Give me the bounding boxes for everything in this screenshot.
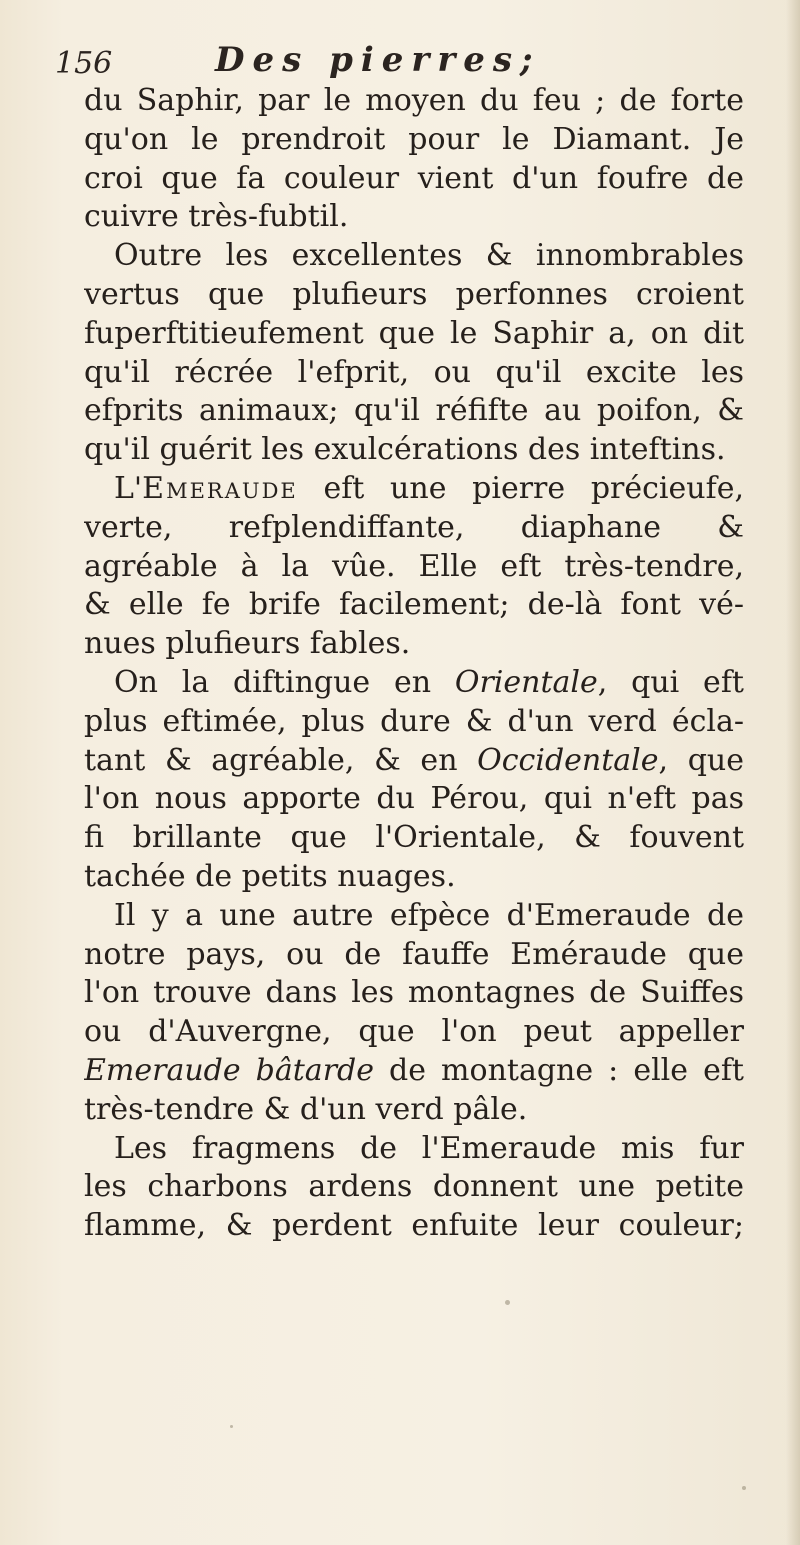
text-line [84,315,744,354]
text-line [84,897,744,936]
text-run: efprits animaux; qu'il réfifte au poifon, & [84,393,744,429]
text-run: fuperftitieufement que le Saphir a, on dit [84,315,744,351]
text-line [84,121,744,160]
body-text [84,82,744,1246]
italic-text: Emeraude bâtarde [84,1052,374,1088]
text-line [84,354,744,393]
paper-speck [742,1486,746,1490]
text-run: nues plufieurs fables. [84,626,411,662]
text-line [84,625,744,664]
text-run: , qui eft [597,664,744,700]
text-line [84,276,744,315]
text-line [84,1207,744,1246]
text-run: Les fragmens de l'Emeraude mis fur [114,1130,744,1166]
paper-speck [505,1300,510,1305]
page-number: 156 [55,46,113,81]
text-line [84,936,744,975]
text-run: , que [658,742,744,778]
text-run: les charbons ardens donnent une petite [84,1169,744,1205]
text-line [84,742,744,781]
text-line [84,780,744,819]
italic-text: Orientale [454,664,598,700]
text-line [84,819,744,858]
text-run: qu'il guérit les exulcérations des inteftins. [84,432,726,468]
text-run: du Saphir, par le moyen du feu ; de forte [84,83,744,118]
text-run: verte, refplendiffante, diaphane & [84,509,744,545]
text-line [84,1091,744,1130]
text-run: croi que fa couleur vient d'un foufre de [84,160,744,196]
text-run: tant & agréable, & en [84,742,478,778]
text-run: flamme, & perdent enfuite leur couleur; [84,1208,744,1244]
italic-text: Occidentale [477,742,659,778]
text-run: qu'on le prendroit pour le Diamant. Je [84,121,744,157]
text-run: plus eftimée, plus dure & d'un verd écla- [84,703,744,739]
text-run: qu'il récrée l'efprit, ou qu'il excite les [84,354,744,390]
text-line [84,1052,744,1091]
text-line [84,82,744,121]
text-line [84,1013,744,1052]
text-run: l'on trouve dans les montagnes de Suiffes [84,975,744,1011]
text-line [84,586,744,625]
text-run: On la diftingue en [114,664,455,700]
text-line [84,703,744,742]
text-run: eft une pierre précieufe, [297,470,744,506]
text-run: de montagne : elle eft [374,1052,744,1088]
paper-speck [230,1425,233,1428]
text-run: cuivre très-fubtil. [84,199,349,235]
text-run: agréable à la vûe. Elle eft très-tendre, [84,548,744,584]
text-line [84,1130,744,1169]
small-caps-text: Emeraude [142,470,298,506]
text-run: vertus que plufieurs perfonnes croient [84,276,744,312]
text-run: l'on nous apporte du Pérou, qui n'eft pas [84,781,744,817]
text-line [84,548,744,587]
text-line [84,509,744,548]
text-line [84,858,744,897]
text-run: L' [114,470,143,506]
text-run: tachée de petits nuages. [84,858,456,894]
text-line [84,664,744,703]
text-line [84,198,744,237]
page-edge-shadow [786,0,800,1545]
text-line [84,392,744,431]
text-run: fi brillante que l'Orientale, & fouvent [84,820,744,856]
text-line [84,160,744,199]
text-run: & elle fe brife facilement; de-là font vé- [84,587,744,623]
text-line [84,1168,744,1207]
text-line [84,974,744,1013]
text-run: Il y a une autre efpèce d'Emeraude de [114,897,744,933]
text-line [84,237,744,276]
running-title: Des pierres; [215,40,541,80]
text-line [84,470,744,509]
text-run: très-tendre & d'un verd pâle. [84,1091,528,1127]
text-run: notre pays, ou de fauffe Eméraude que [84,936,744,972]
text-run: Outre les excellentes & innombrables [114,238,744,274]
text-line [84,431,744,470]
text-run: ou d'Auvergne, que l'on peut appeller [84,1014,744,1050]
